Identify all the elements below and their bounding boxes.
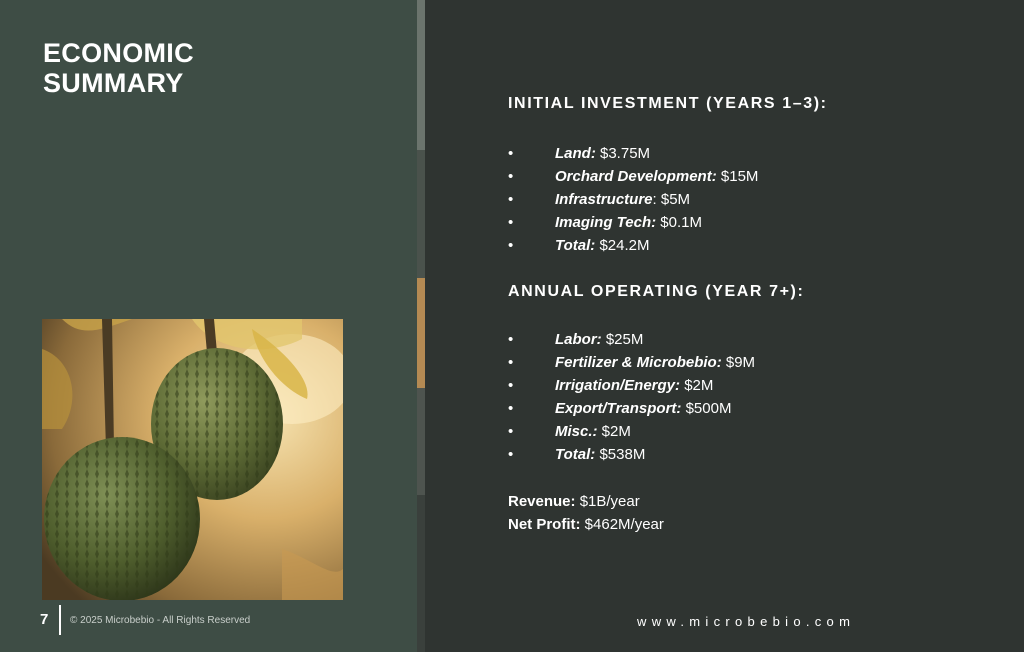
revenue-line bbox=[508, 490, 640, 513]
bullet: • bbox=[508, 331, 514, 348]
item-label: Total: bbox=[555, 446, 596, 463]
item-value: $0.1M bbox=[656, 214, 702, 231]
website-url[interactable]: www.microbebio.com bbox=[637, 614, 856, 629]
item-label: Infrastructure bbox=[555, 191, 653, 208]
page-title bbox=[43, 38, 194, 98]
item-value: $2M bbox=[597, 423, 631, 440]
bullet: • bbox=[508, 214, 514, 231]
page-number: 7 bbox=[40, 611, 49, 628]
item-label: Fertilizer & Microbebio: bbox=[555, 354, 722, 371]
bullet: • bbox=[508, 354, 514, 371]
bullet: • bbox=[508, 145, 514, 162]
revenue-label: Revenue: bbox=[508, 493, 576, 510]
footer-separator bbox=[59, 605, 61, 635]
item-value: $24.2M bbox=[595, 237, 650, 254]
bullet: • bbox=[508, 446, 514, 463]
bullet: • bbox=[508, 400, 514, 417]
bullet: • bbox=[508, 377, 514, 394]
bullet: • bbox=[508, 168, 514, 185]
net-profit-label: Net Profit: bbox=[508, 516, 581, 533]
item-label: Total: bbox=[555, 237, 596, 254]
durian-photo bbox=[42, 319, 343, 600]
item-label: Export/Transport: bbox=[555, 400, 682, 417]
copyright-text: © 2025 Microbebio - All Rights Reserved bbox=[70, 615, 251, 626]
item-value: $2M bbox=[680, 377, 714, 394]
item-value: $538M bbox=[595, 446, 646, 463]
item-label: Irrigation/Energy: bbox=[555, 377, 681, 394]
item-label: Misc.: bbox=[555, 423, 598, 440]
durian-illustration bbox=[42, 319, 343, 600]
divider-strip bbox=[417, 0, 425, 652]
item-value: : $5M bbox=[652, 191, 691, 208]
initial-investment-heading: INITIAL INVESTMENT (YEARS 1–3): bbox=[508, 95, 828, 112]
item-label: Land: bbox=[555, 145, 596, 162]
item-value: $9M bbox=[721, 354, 756, 371]
bullet: • bbox=[508, 237, 514, 254]
item-value: $500M bbox=[681, 400, 732, 417]
title-line-1: ECONOMIC bbox=[43, 38, 194, 68]
bullet: • bbox=[508, 191, 514, 208]
item-label: Orchard Development: bbox=[555, 168, 717, 185]
item-label: Labor: bbox=[555, 331, 602, 348]
item-value: $15M bbox=[716, 168, 759, 185]
item-value: $3.75M bbox=[595, 145, 651, 162]
bullet: • bbox=[508, 423, 514, 440]
item-label: Imaging Tech: bbox=[555, 214, 657, 231]
revenue-value: $1B/year bbox=[575, 493, 640, 510]
title-line-2: SUMMARY bbox=[43, 68, 184, 98]
net-profit-value: $462M/year bbox=[580, 516, 664, 533]
annual-operating-heading: ANNUAL OPERATING (YEAR 7+): bbox=[508, 283, 805, 300]
item-value: $25M bbox=[601, 331, 644, 348]
net-profit-line bbox=[508, 513, 664, 536]
